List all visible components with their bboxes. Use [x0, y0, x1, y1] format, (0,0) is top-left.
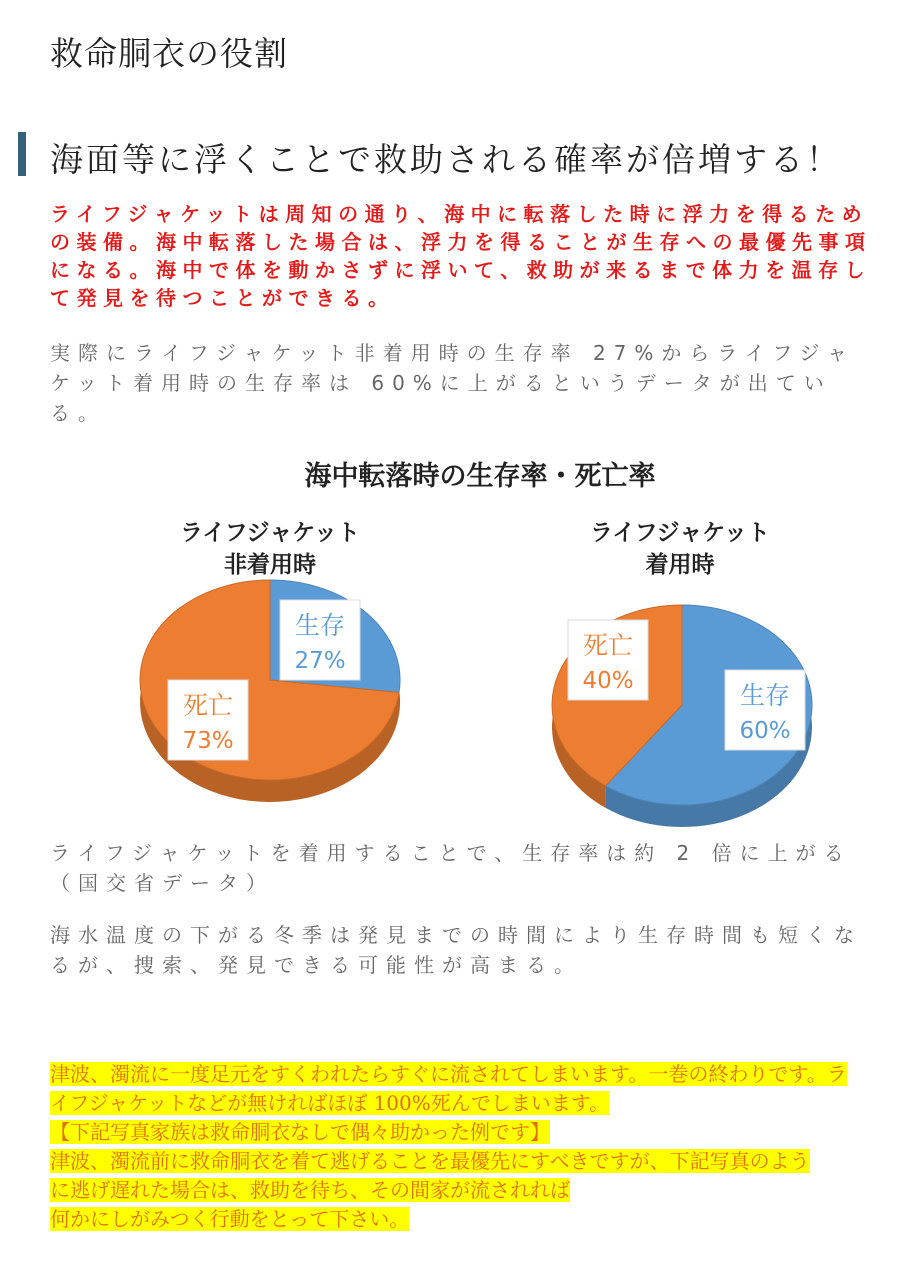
warning-line: 何かにしがみつく行動をとって下さい。	[50, 1207, 410, 1231]
slice-name-label: 死亡	[182, 691, 234, 720]
warning-line: 津波、濁流前に救命胴衣を着て逃げることを最優先にすべきですが、下記写真のよう	[50, 1149, 810, 1173]
heading-accent-bar	[18, 132, 26, 176]
slice-value-label: 60%	[739, 718, 791, 744]
page-title: 救命胴衣の役割	[50, 34, 288, 73]
chart-title: 海中転落時の生存率・死亡率	[304, 461, 656, 492]
double-survival-paragraph: ライフジャケットを着用することで、生存率は約 2 倍に上がる（国交省データ）	[50, 841, 852, 895]
slice-name-label: 死亡	[582, 631, 634, 660]
chart1-title-line1: ライフジャケット	[179, 520, 361, 546]
pie-chart-with-jacket	[552, 605, 812, 827]
red-paragraph: ライフジャケットは周知の通り、海中に転落した時に浮力を得るための装備。海中転落した場合は、浮力を得ることが生存への最優先事項になる。海中で体を動かさずに浮いて、救助が来るまで体力を温存して発見を待つことができる。	[50, 202, 872, 310]
pie-charts	[0, 450, 921, 830]
slice-value-label: 40%	[582, 668, 634, 694]
highlighted-warning	[50, 1060, 890, 1234]
warning-line: に逃げ遅れた場合は、救助を待ち、その間家が流されれば	[50, 1178, 570, 1202]
pie-chart-without-jacket	[140, 580, 400, 802]
survival-rate-paragraph: 実際にライフジャケット非着用時の生存率 27%からライフジャケット着用時の生存率は 60%に上がるというデータが出ている。	[50, 341, 856, 425]
winter-paragraph: 海水温度の下がる冬季は発見までの時間により生存時間も短くなるが、捜索、発見できる可能性が高まる。	[50, 923, 862, 977]
warning-line: イフジャケットなどが無ければほぼ 100%死んでしまいます。	[50, 1091, 610, 1115]
slice-value-label: 27%	[294, 648, 346, 674]
chart2-title-line1: ライフジャケット	[589, 520, 771, 546]
warning-line: 津波、濁流に一度足元をすくわれたらすぐに流されてしまいます。一巻の終わりです。ラ	[50, 1062, 847, 1086]
slice-name-label: 生存	[294, 611, 346, 640]
slice-value-label: 73%	[182, 728, 234, 754]
warning-line: 【下記写真家族は救命胴衣なしで偶々助かった例です】	[50, 1120, 550, 1144]
section-heading: 海面等に浮くことで救助される確率が倍増する！	[50, 140, 842, 179]
slice-name-label: 生存	[739, 681, 791, 710]
chart2-title-line2: 着用時	[645, 552, 715, 578]
chart1-title-line2: 非着用時	[224, 552, 316, 578]
